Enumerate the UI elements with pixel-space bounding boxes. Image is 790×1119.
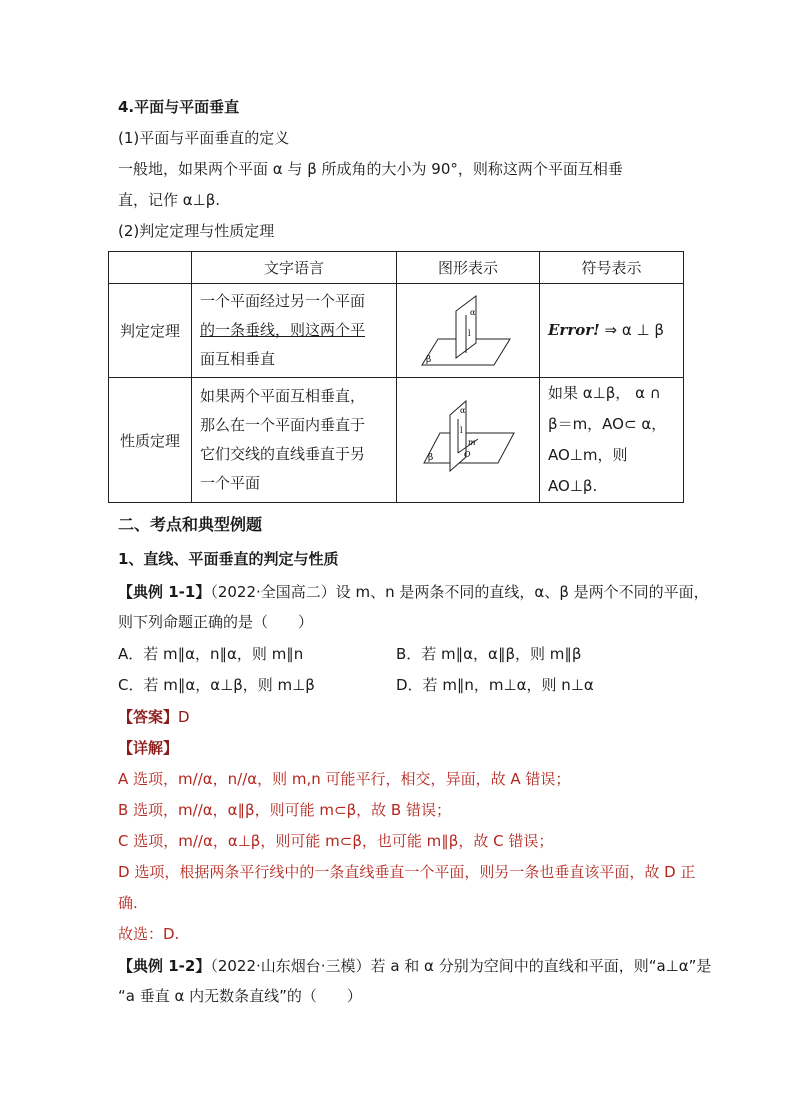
example-2-stem: 若 a 和 α 分别为空间中的直线和平面，则“a⊥α”是 [370, 957, 712, 975]
symbol-line: 如果 α⊥β， α ∩ [548, 384, 661, 402]
theorem-heading: (2)判定定理与性质定理 [118, 222, 275, 240]
theorem-text-judgement [192, 284, 397, 378]
symbol-property-cell [540, 378, 684, 503]
figure-property-cell [397, 378, 540, 503]
solution-line-a: A 选项，m//α，n//α，则 m,n 可能平行，相交，异面，故 A 错误； [118, 770, 571, 788]
text-span: 的一条垂线，则这两个平 [200, 321, 366, 339]
table-row [109, 284, 684, 378]
definition-heading: (1)平面与平面垂直的定义 [118, 129, 290, 147]
solution-line-d-cont: 确. [118, 894, 138, 912]
example-1-stem-line-1 [118, 581, 709, 603]
example-2-stem-line-2: “a 垂直 α 内无数条直线”的（ ） [118, 987, 362, 1005]
section-4-title: 4.平面与平面垂直 [118, 98, 240, 116]
example-1-stem: 设 m、n 是两条不同的直线，α、β 是两个不同的平面， [335, 583, 709, 601]
table-header-row [109, 252, 684, 284]
theorem-name-property: 性质定理 [109, 378, 192, 503]
o-label: O [464, 450, 471, 459]
symbol-line: AO⊥m，则 [548, 446, 628, 464]
text-line: 那么在一个平面内垂直于 [200, 416, 366, 434]
figure-judgement-cell [397, 284, 540, 378]
option-d: D．若 m∥n，m⊥α，则 n⊥α [396, 676, 594, 694]
subsection-1-title: 1、直线、平面垂直的判定与性质 [118, 550, 339, 568]
solution-line-d: D 选项，根据两条平行线中的一条直线垂直一个平面，则另一条也垂直该平面，故 D 正 [118, 863, 696, 881]
example-1-source: （2022·全国高二） [210, 583, 336, 601]
beta-label: β [426, 354, 432, 365]
conclusion-line: 故选：D. [118, 925, 180, 943]
symbol-judgement-cell [540, 284, 684, 378]
answer-line [118, 706, 190, 728]
theorem-text-property [192, 378, 397, 503]
table-header-symbol: 符号表示 [540, 252, 684, 284]
perpendicular-planes-figure [418, 291, 518, 371]
text-line: 一个平面经过另一个平面 [200, 292, 366, 310]
perpendicular-planes-property-figure [418, 397, 518, 483]
option-c: C．若 m∥α，α⊥β，则 m⊥β [118, 676, 315, 694]
example-1-tag: 【典例 1-1】 [118, 583, 211, 601]
l-label: l [460, 426, 463, 435]
beta-label: β [428, 453, 434, 463]
text-line: 如果两个平面互相垂直， [200, 387, 366, 405]
example-1-stem-line-2: 则下列命题正确的是（ ） [118, 613, 314, 631]
solution-line-b: B 选项，m//α，α∥β，则可能 m⊂β，故 B 错误； [118, 801, 451, 819]
option-b: B．若 m∥α，α∥β，则 m∥β [396, 645, 582, 663]
example-2-stem-line-1 [118, 955, 711, 977]
answer-value: D [178, 708, 190, 726]
text-line: 它们交线的直线垂直于另 [200, 445, 366, 463]
table-header-figure: 图形表示 [397, 252, 540, 284]
symbol-text: ⇒ α ⊥ β [599, 321, 664, 339]
l-label: l [468, 328, 471, 338]
alpha-label: α [460, 406, 466, 415]
example-2-source: （2022·山东烟台·三模） [210, 957, 371, 975]
detail-label: 【详解】 [118, 739, 179, 757]
text-line: 一个平面 [200, 474, 261, 492]
solution-line-c: C 选项，m//α，α⊥β，则可能 m⊂β，也可能 m∥β，故 C 错误； [118, 832, 554, 850]
option-a: A．若 m∥α，n∥α，则 m∥n [118, 645, 304, 663]
table-header-empty [109, 252, 192, 284]
error-text: Error! [548, 321, 600, 339]
theorem-name-judgement: 判定定理 [109, 284, 192, 378]
text-line: 面互相垂直 [200, 350, 276, 368]
section-2-title: 二、考点和典型例题 [118, 515, 263, 534]
text-line [200, 316, 390, 345]
theorem-table [108, 251, 684, 503]
definition-line-2: 直，记作 α⊥β. [118, 191, 221, 209]
alpha-label: α [470, 307, 476, 317]
symbol-line: β＝m，AO⊂ α， [548, 415, 667, 433]
symbol-line: AO⊥β. [548, 477, 598, 495]
table-header-text: 文字语言 [192, 252, 397, 284]
example-2-tag: 【典例 1-2】 [118, 957, 211, 975]
answer-label: 【答案】 [118, 708, 179, 726]
definition-line-1: 一般地，如果两个平面 α 与 β 所成角的大小为 90°，则称这两个平面互相垂 [118, 160, 623, 178]
m-label: m [468, 438, 476, 447]
table-row [109, 378, 684, 503]
